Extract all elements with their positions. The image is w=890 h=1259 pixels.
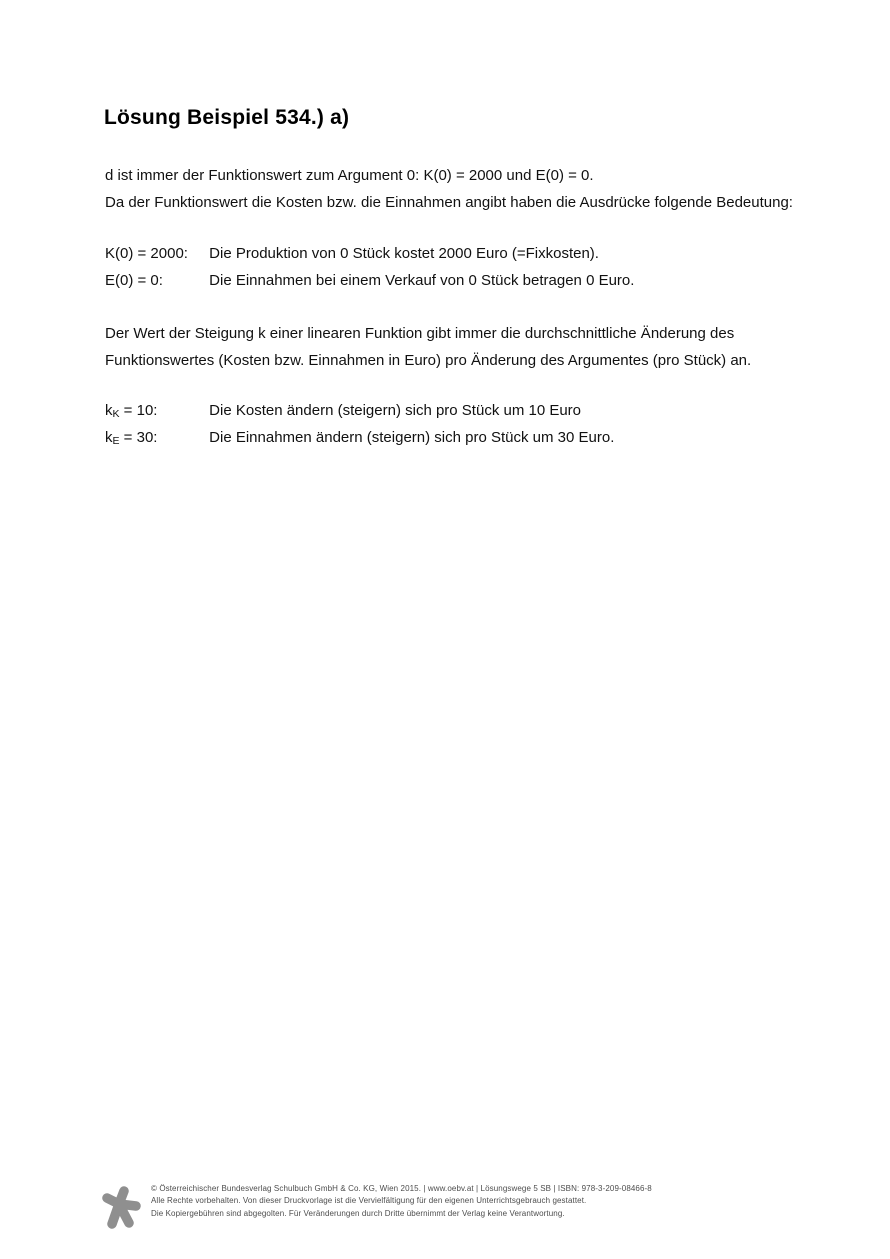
- term-base: E(0) = 0:: [105, 272, 163, 289]
- definition-term: [105, 240, 205, 267]
- definition-term: [105, 397, 205, 424]
- oebv-logo-icon: [102, 1185, 142, 1234]
- term-base: k: [105, 429, 113, 446]
- definition-term: [105, 424, 205, 451]
- imprint-line: © Österreichischer Bundesverlag Schulbuch GmbH & Co. KG, Wien 2015. | www.oebv.at | Lösungswege 5 SB | ISBN: 978-3-209-08466-8: [151, 1184, 652, 1193]
- term-subscript: K: [112, 407, 120, 420]
- definition-term: [105, 267, 205, 294]
- term-rest: = 30:: [119, 429, 158, 446]
- definition-description: Die Einnahmen bei einem Verkauf von 0 Stück betragen 0 Euro.: [209, 272, 635, 289]
- imprint-line: Die Kopiergebühren sind abgegolten. Für Veränderungen durch Dritte übernimmt der Verlag keine Verantwortung.: [151, 1208, 565, 1218]
- term-base: K(0) = 2000:: [105, 245, 188, 262]
- definition-description: Die Produktion von 0 Stück kostet 2000 Euro (=Fixkosten).: [209, 245, 599, 262]
- definition-row: [105, 240, 855, 267]
- definition-description: Die Kosten ändern (steigern) sich pro Stück um 10 Euro: [209, 402, 582, 419]
- definition-description: Die Einnahmen ändern (steigern) sich pro Stück um 30 Euro.: [209, 429, 615, 446]
- definition-row: [105, 424, 855, 451]
- slope-value-definitions: [105, 397, 855, 451]
- intro-paragraph: [105, 162, 855, 216]
- page-title: Lösung Beispiel 534.) a): [104, 106, 350, 129]
- text-line: Funktionswertes (Kosten bzw. Einnahmen in Euro) pro Änderung des Argumentes (pro Stück) an.: [105, 352, 752, 369]
- text-line: Der Wert der Steigung k einer linearen Funktion gibt immer die durchschnittliche Änderung des: [105, 325, 735, 342]
- page-footer: [102, 1183, 652, 1234]
- imprint-text: [151, 1183, 652, 1220]
- definition-row: [105, 267, 855, 294]
- slope-explanation-paragraph: [105, 320, 855, 374]
- definition-row: [105, 397, 855, 424]
- term-subscript: E: [112, 434, 120, 447]
- term-base: k: [105, 402, 113, 419]
- text-line: Da der Funktionswert die Kosten bzw. die Einnahmen angibt haben die Ausdrücke folgende Bedeutung:: [105, 194, 793, 211]
- function-value-definitions: [105, 240, 855, 294]
- text-line: d ist immer der Funktionswert zum Argument 0: K(0) = 2000 und E(0) = 0.: [105, 167, 594, 184]
- imprint-line: Alle Rechte vorbehalten. Von dieser Druckvorlage ist die Vervielfältigung für den eigenen Unterrichtsgebrauch gestattet.: [151, 1196, 587, 1206]
- term-rest: = 10:: [119, 402, 158, 419]
